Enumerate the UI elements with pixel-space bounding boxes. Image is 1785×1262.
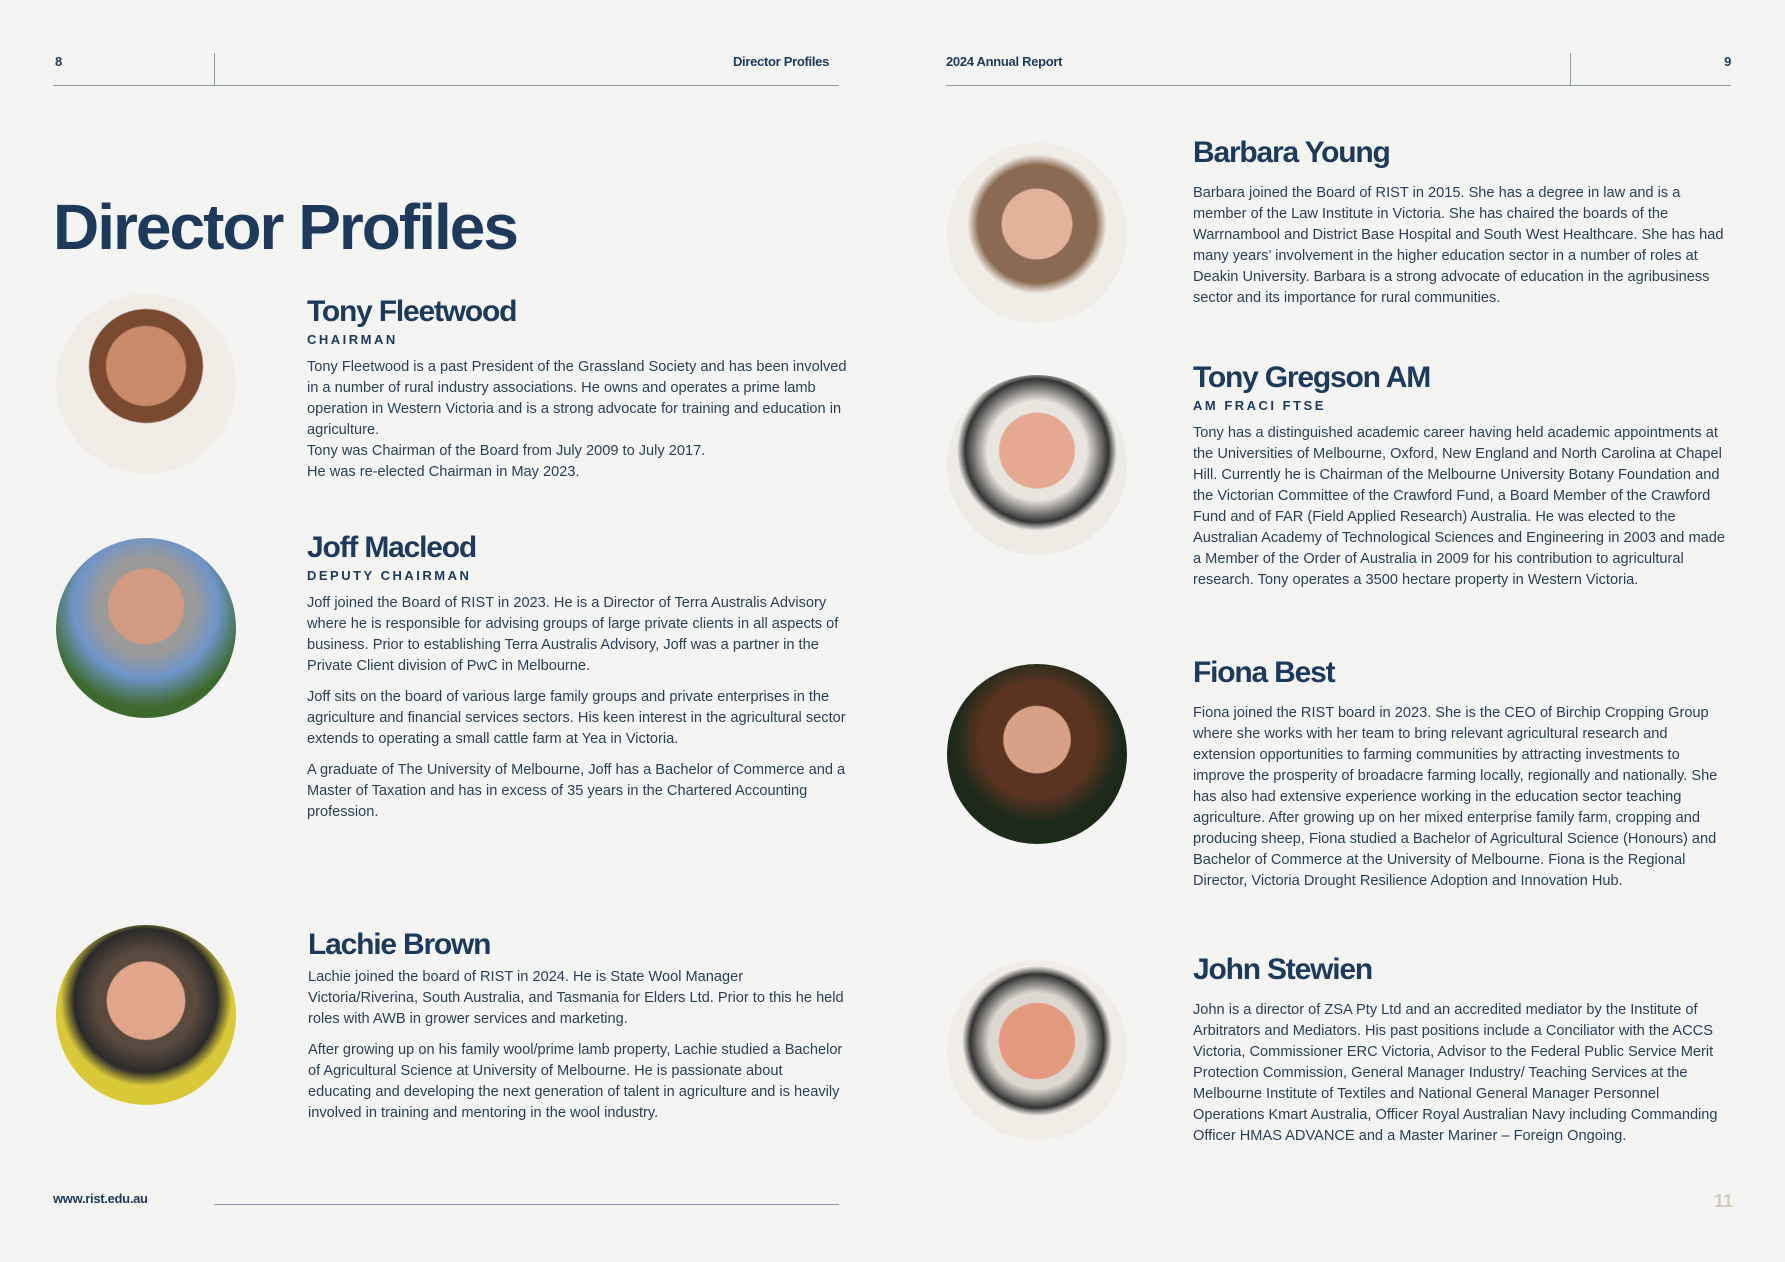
page-number-left: 8 — [55, 54, 62, 69]
director-photo — [947, 375, 1127, 555]
page-mark: 11 — [1714, 1191, 1734, 1211]
bio-paragraph: Fiona joined the RIST board in 2023. She is the CEO of Birchip Cropping Group where she works with her team to bring relevant agricultural research and extension opportunities to farming communities by attracting investments to improve the prosperity of broadacre farming locally, regionally and nationally. She has also had extensive experience working in the education sector teaching agriculture. After growing up on her mixed enterprise family farm, cropping and producing sheep, Fiona studied a Bachelor of Agricultural Science (Honours) and Bachelor of Commerce at the University of Melbourne. Fiona is the Regional Director, Victoria Drought Resilience Adoption and Innovation Hub. — [1193, 705, 1718, 889]
director-photo — [947, 960, 1127, 1140]
director-profile — [1193, 360, 1733, 591]
bio-paragraph: Barbara joined the Board of RIST in 2015. She has a degree in law and is a member of the Law Institute in Victoria. She has chaired the boards of the Warrnambool and District Base Hospital and South West Healthcare. She has had many years’ involvement in the higher education sector in a number of roles at Deakin University. Barbara is a strong advocate of education in the agribusiness sector and its importance for rural communities. — [1193, 185, 1724, 306]
director-photo — [947, 664, 1127, 844]
director-bio — [307, 593, 847, 823]
bio-paragraph: Tony Fleetwood is a past President of the Grassland Society and has been involved in a number of rural industry associations. He owns and operates a prime lamb operation in Western Victoria and is a strong advocate for training and education in agriculture. — [307, 359, 847, 438]
director-bio — [1193, 183, 1733, 309]
director-bio — [1193, 423, 1733, 591]
director-name: Lachie Brown — [308, 928, 491, 961]
director-name: Tony Fleetwood — [307, 295, 517, 328]
director-role: DEPUTY CHAIRMAN — [307, 568, 472, 583]
director-profile — [1193, 135, 1733, 309]
director-profile — [308, 927, 848, 1124]
director-photo — [947, 143, 1127, 323]
director-name: Joff Macleod — [307, 531, 476, 564]
director-name: Tony Gregson AM — [1193, 361, 1431, 394]
header-divider — [1570, 53, 1571, 86]
bio-paragraph: Joff sits on the board of various large family groups and private enterprises in the agriculture and financial services sectors. His keen interest in the agricultural sector extends to operating a small cattle farm at Yea in Victoria. — [307, 689, 846, 747]
director-name: Barbara Young — [1193, 136, 1390, 169]
director-role: AM FRACI FTSE — [1193, 398, 1326, 413]
director-photo — [56, 925, 236, 1105]
director-name: Fiona Best — [1193, 656, 1335, 689]
footer-rule — [214, 1204, 839, 1205]
section-title: Director Profiles — [732, 54, 829, 69]
bio-paragraph: Tony has a distinguished academic career having held academic appointments at the Universities of Melbourne, Oxford, New England and North Carolina at Chapel Hill. Currently he is Chairman of the Melbourne University Botany Foundation and the Victorian Committee of the Crawford Fund, a Board Member of the Crawford Fund and of FAR (Field Applied Research) Australia. He was elected to the Australian Academy of Technological Sciences and Engineering in 2003 and made a Member of the Order of Australia in 2009 for his contribution to agricultural research. Tony operates a 3500 hectare property in Western Victoria. — [1193, 425, 1725, 588]
director-profile — [307, 294, 847, 483]
page-number-right: 9 — [1724, 54, 1731, 69]
website-url[interactable]: www.rist.edu.au — [53, 1191, 148, 1206]
bio-paragraph: Joff joined the Board of RIST in 2023. He is a Director of Terra Australis Advisory where he is responsible for advising groups of large private clients in all aspects of business. Prior to establishing Terra Australis Advisory, Joff was a partner in the Private Client division of PwC in Melbourne. — [307, 595, 839, 674]
bio-paragraph: John is a director of ZSA Pty Ltd and an accredited mediator by the Institute of Arbitrators and Mediators. His past positions include a Conciliator with the ACCS Victoria, Commissioner ERC Victoria, Advisor to the Federal Public Service Merit Protection Commission, General Manager Industry/ Teaching Services at the Melbourne Institute of Textiles and National General Manager Personnel Operations Kmart Australia, Officer Royal Australian Navy including Commanding Officer HMAS ADVANCE and a Master Mariner – Foreign Ongoing. — [1193, 1002, 1718, 1144]
page-title: Director Profiles — [53, 191, 517, 263]
bio-paragraph: A graduate of The University of Melbourne, Joff has a Bachelor of Commerce and a Master of Taxation and has in excess of 35 years in the Chartered Accounting profession. — [307, 762, 846, 820]
director-photo — [56, 294, 236, 474]
bio-paragraph: Tony was Chairman of the Board from July 2009 to July 2017. — [307, 443, 706, 459]
director-bio — [307, 357, 847, 483]
director-profile — [1193, 655, 1733, 892]
bio-paragraph: Lachie joined the board of RIST in 2024. He is State Wool Manager Victoria/Riverina, South Australia, and Tasmania for Elders Ltd. Prior to this he held roles with AWB in grower services and marketing. — [308, 969, 844, 1027]
director-profile — [1193, 952, 1733, 1147]
director-photo — [56, 538, 236, 718]
director-name: John Stewien — [1193, 953, 1372, 986]
director-bio — [1193, 703, 1733, 892]
bio-paragraph: After growing up on his family wool/prime lamb property, Lachie studied a Bachelor of Agricultural Science at University of Melbourne. He is passionate about educating and developing the next generation of talent in agriculture and is heavily involved in training and mentoring in the wool industry. — [308, 1042, 843, 1121]
director-profile — [307, 530, 847, 823]
header-divider — [214, 53, 215, 86]
report-title: 2024 Annual Report — [946, 54, 1063, 69]
director-bio — [308, 967, 848, 1124]
header-rule-left — [53, 85, 839, 86]
header-rule-right — [946, 85, 1731, 86]
bio-paragraph: He was re-elected Chairman in May 2023. — [307, 464, 580, 480]
director-bio — [1193, 1000, 1733, 1147]
director-role: CHAIRMAN — [307, 332, 398, 347]
